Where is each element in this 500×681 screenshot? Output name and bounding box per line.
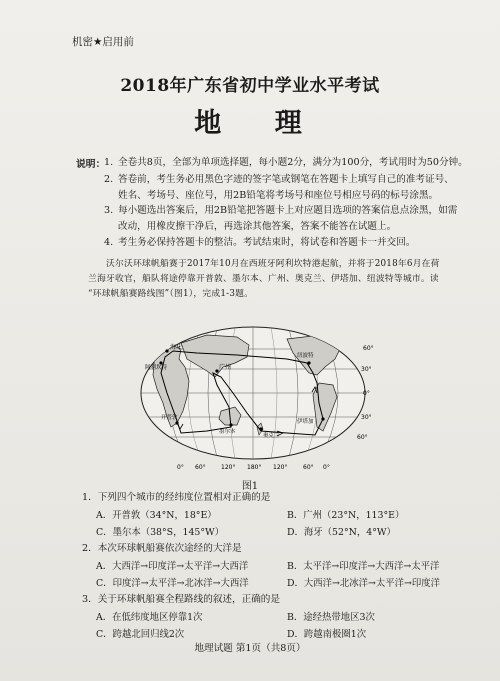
lon-label-120w: 120° — [273, 464, 288, 471]
question-1-option-c[interactable]: C．墨尔本（38°S，145°W） — [96, 527, 225, 538]
figure-caption: 图1 — [241, 481, 259, 492]
reading-passage: 沃尔沃环球帆船赛于2017年10月在西班牙阿利坎特港起航，并将于2018年6月在荷 兰海牙收官，船队将途停靠开普敦、墨尔本、广州、奥克兰、伊塔加、纽波特等城市。读 “环球帆船赛路线图”（图1），完成1-3题。 — [88, 259, 440, 299]
lon-label-120e: 120° — [221, 464, 236, 471]
city-marker-moerben — [229, 423, 232, 426]
question-1-stem: 1．下列四个城市的经纬度位置相对正确的是 — [82, 492, 271, 503]
lat-label-30s: 30° — [361, 414, 372, 421]
city-label-moerben: 墨尔本 — [219, 429, 236, 435]
notes-label: 说明： — [76, 159, 106, 170]
city-label-guangzhou: 广州 — [219, 364, 232, 371]
lat-label-30n: 30° — [361, 366, 372, 373]
question-2-option-d[interactable]: D．大西洋→北冰洋→太平洋→印度洋 — [287, 578, 440, 589]
lon-label-0-right: 0° — [323, 464, 330, 471]
city-marker-niubote — [307, 361, 310, 364]
lat-label-60n: 60° — [363, 345, 374, 352]
question-2-stem: 2．本次环球帆船赛依次途经的大洋是 — [82, 543, 242, 554]
question-2-option-c[interactable]: C．印度洋→太平洋→北冰洋→大西洋 — [96, 578, 249, 589]
question-2-option-b[interactable]: B．太平洋→印度洋→大西洋→太平洋 — [287, 561, 440, 572]
confidential-label: 机密★启用前 — [72, 36, 134, 48]
lat-label-60s: 60° — [357, 434, 368, 441]
city-label-yitajia: 伊塔加 — [297, 419, 314, 425]
city-label-aokelan: 奥克兰 — [263, 433, 280, 439]
page-footer: 地理试题 第1页（共8页） — [194, 643, 306, 654]
city-label-kaipudun: 开普敦 — [161, 415, 178, 421]
subject-title: 地 理 — [194, 108, 324, 139]
city-marker-haiya — [165, 349, 168, 352]
city-marker-aokelan — [259, 427, 262, 430]
city-marker-yitajia — [321, 417, 324, 420]
note-item-3: 3. 每小题选出答案后，用2B铅笔把答题卡上对应题目选项的答案信息点涂黑，如需 改动，用橡皮擦干净后，再选涂其他答案，答案不能答在试题上。 — [104, 205, 458, 232]
exam-title: 2018年广东省初中学业水平考试 — [120, 76, 380, 96]
city-marker-kaipudun — [175, 421, 178, 424]
city-label-alicante: 阿利坎特 — [145, 365, 168, 371]
question-3-option-d[interactable]: D．跨越南极圈1次 — [287, 629, 367, 640]
lat-label-0: 0° — [363, 390, 370, 397]
question-1-option-d[interactable]: D．海牙（52°N，4°W） — [287, 527, 396, 538]
question-3-option-b[interactable]: B．途经热带地区3次 — [287, 612, 375, 623]
lon-label-0: 0° — [177, 464, 184, 471]
question-1-option-b[interactable]: B．广州（23°N，113°E） — [287, 510, 405, 521]
city-label-niubote: 纽波特 — [297, 353, 314, 359]
note-item-1: 1. 全卷共8页，全部为单项选择题，每小题2分，满分为100分，考试用时为50分钟。 — [104, 157, 468, 168]
question-3-option-c[interactable]: C．跨越北回归线2次 — [96, 629, 185, 640]
lon-label-60w: 60° — [303, 464, 314, 471]
city-label-haiya: 海牙 — [170, 344, 183, 351]
race-route-map — [137, 323, 374, 473]
question-1-option-a[interactable]: A．开普敦（34°N，18°E） — [96, 510, 217, 521]
question-3-option-a[interactable]: A．在低纬度地区停靠1次 — [96, 612, 203, 623]
note-item-4: 4. 考生务必保持答题卡的整洁。考试结束时，将试卷和答题卡一并交回。 — [104, 237, 416, 248]
question-2-option-a[interactable]: A．大西洋→印度洋→太平洋→大西洋 — [96, 561, 249, 572]
lon-label-60e: 60° — [195, 464, 206, 471]
note-item-2: 2. 答卷前，考生务必用黑色字迹的签字笔或钢笔在答题卡上填写自己的准考证号、 姓名、考场号、座位号，用2B铅笔将考场号和座位号相应号码的标号涂黑。 — [104, 174, 454, 201]
lon-label-180: 180° — [247, 464, 262, 471]
question-3-stem: 3．关于环球帆船赛全程路线的叙述，正确的是 — [82, 594, 280, 605]
